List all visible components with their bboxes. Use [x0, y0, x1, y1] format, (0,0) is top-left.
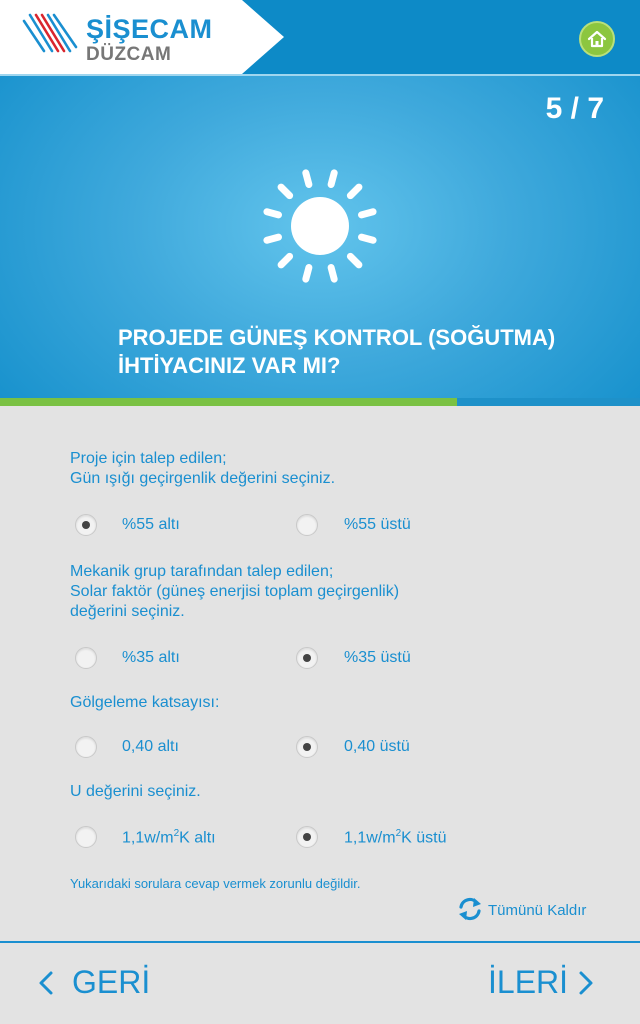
radio-solar-above[interactable]	[296, 647, 318, 669]
label-text: 1,1w/m	[122, 829, 174, 847]
back-label[interactable]: GERİ	[72, 964, 151, 1000]
app-header	[0, 0, 640, 74]
step-counter: 5 / 7	[545, 92, 604, 125]
optional-note: Yukarıdaki sorulara cevap vermek zorunlu değildir.	[70, 876, 361, 891]
footer-divider	[0, 941, 640, 943]
sun-ray	[350, 256, 359, 265]
radio-label-daylight-above[interactable]: %55 üstü	[344, 516, 411, 533]
sun-ray	[281, 256, 290, 265]
chevron-left-icon	[36, 970, 56, 996]
brand-subname: DÜZCAM	[86, 44, 172, 65]
question-title-line1: PROJEDE GÜNEŞ KONTROL (SOĞUTMA)	[118, 325, 556, 350]
question-line: U değerini seçiniz.	[70, 783, 201, 800]
radio-u-below[interactable]	[75, 826, 97, 848]
radio-label-solar-below[interactable]: %35 altı	[122, 649, 180, 666]
refresh-icon	[456, 896, 484, 922]
sun-icon	[255, 161, 385, 291]
back-button[interactable]	[36, 960, 176, 1004]
question-line: Gölgeleme katsayısı:	[70, 694, 220, 711]
brand-name: ŞİŞECAM	[86, 14, 213, 44]
sun-ray	[362, 237, 374, 240]
progress-fill	[0, 398, 457, 406]
radio-label-shading-above[interactable]: 0,40 üstü	[344, 738, 410, 755]
sun-ray	[350, 187, 359, 196]
sun-ray	[331, 268, 334, 280]
next-button[interactable]	[480, 960, 610, 1004]
radio-daylight-below[interactable]	[75, 514, 97, 536]
sisecam-logo-icon	[22, 11, 78, 55]
hero-banner	[0, 74, 640, 398]
sun-ray	[331, 173, 334, 185]
question-u-value-label	[70, 782, 201, 802]
chevron-right-icon	[576, 970, 596, 996]
home-button[interactable]	[579, 21, 615, 57]
radio-u-above[interactable]	[296, 826, 318, 848]
clear-all-label[interactable]: Tümünü Kaldır	[488, 902, 587, 919]
question-shading-label	[70, 693, 219, 713]
question-title-line2: İHTİYACINIZ VAR MI?	[118, 353, 341, 378]
radio-label-u-below[interactable]	[122, 828, 216, 847]
question-line: Mekanik grup tarafından talep edilen;	[70, 563, 334, 580]
question-daylight-label	[70, 449, 335, 489]
next-label[interactable]: İLERİ	[488, 964, 569, 1000]
radio-label-solar-above[interactable]: %35 üstü	[344, 649, 411, 666]
progress-bar	[0, 398, 640, 406]
home-icon	[587, 29, 607, 49]
label-text: 1,1w/m	[344, 829, 396, 847]
question-title	[118, 324, 588, 380]
radio-label-daylight-below[interactable]: %55 altı	[122, 516, 180, 533]
sun-ray	[267, 237, 279, 240]
question-line: Proje için talep edilen;	[70, 450, 227, 467]
radio-solar-below[interactable]	[75, 647, 97, 669]
label-text: K üstü	[401, 829, 447, 847]
label-superscript: 2	[173, 828, 180, 839]
question-solar-factor-label	[70, 562, 399, 622]
radio-label-shading-below[interactable]: 0,40 altı	[122, 738, 179, 755]
sun-ray	[362, 212, 374, 215]
radio-shading-above[interactable]	[296, 736, 318, 758]
sun-ray	[267, 212, 279, 215]
logo-panel	[0, 0, 284, 74]
radio-label-u-above[interactable]	[344, 828, 447, 847]
sun-ray	[306, 173, 309, 185]
question-line: Gün ışığı geçirgenlik değerini seçiniz.	[70, 470, 336, 487]
question-line: Solar faktör (güneş enerjisi toplam geçirgenlik)	[70, 583, 400, 600]
radio-daylight-above[interactable]	[296, 514, 318, 536]
sun-ray	[306, 268, 309, 280]
label-superscript: 2	[395, 828, 402, 839]
radio-shading-below[interactable]	[75, 736, 97, 758]
question-line: değerini seçiniz.	[70, 603, 185, 620]
label-text: K altı	[179, 829, 216, 847]
sun-ray	[281, 187, 290, 196]
